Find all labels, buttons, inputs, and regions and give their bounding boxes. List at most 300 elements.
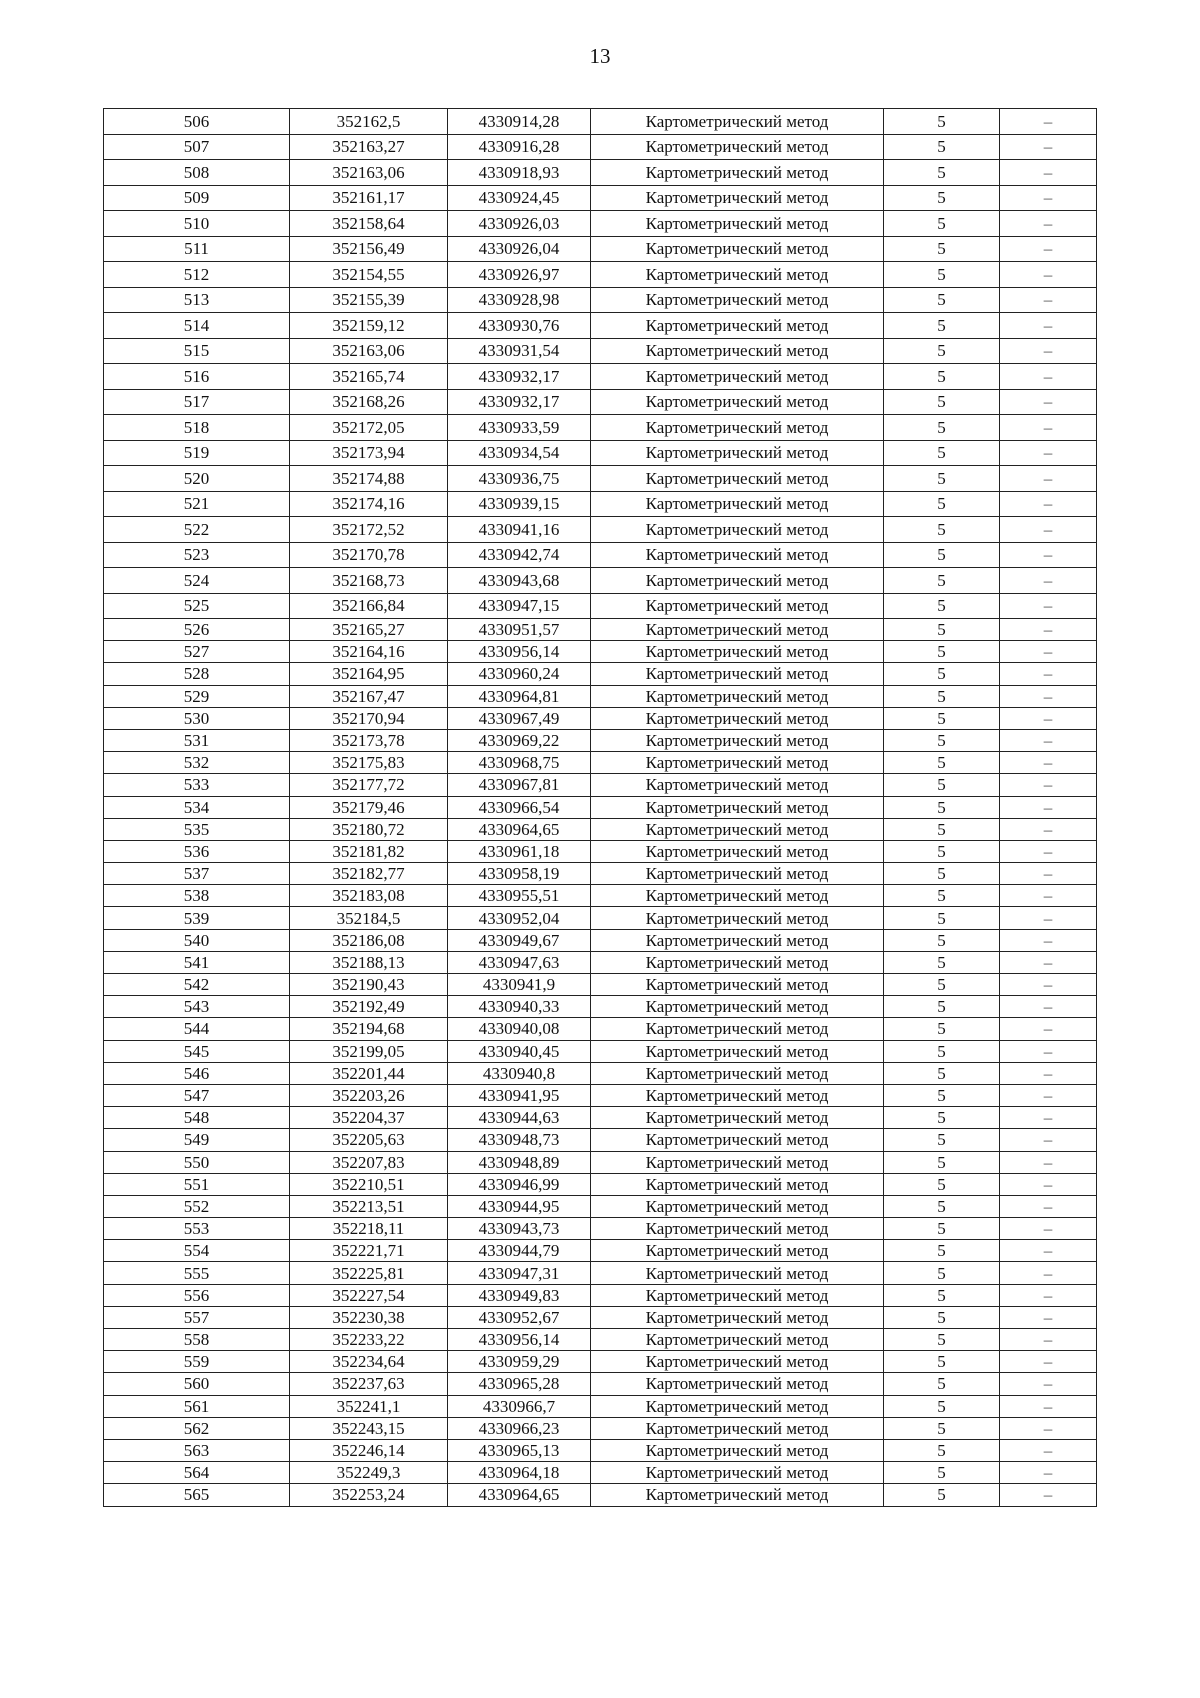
table-row	[104, 593, 1097, 619]
accuracy-cell: 5	[884, 1084, 1000, 1106]
point-number-cell: 517	[104, 389, 290, 415]
accuracy-cell: 5	[884, 593, 1000, 619]
method-cell: Картометрический метод	[591, 1018, 884, 1040]
description-cell: –	[1000, 1439, 1097, 1461]
accuracy-cell: 5	[884, 185, 1000, 211]
method-cell: Картометрический метод	[591, 568, 884, 594]
method-cell: Картометрический метод	[591, 1084, 884, 1106]
x-coordinate-cell: 352205,63	[290, 1129, 448, 1151]
description-cell: –	[1000, 593, 1097, 619]
description-cell: –	[1000, 863, 1097, 885]
y-coordinate-cell: 4330944,95	[448, 1195, 591, 1217]
table-row	[104, 1484, 1097, 1506]
table-row	[104, 1195, 1097, 1217]
x-coordinate-cell: 352234,64	[290, 1351, 448, 1373]
method-cell: Картометрический метод	[591, 1284, 884, 1306]
point-number-cell: 532	[104, 752, 290, 774]
description-cell: –	[1000, 1195, 1097, 1217]
method-cell: Картометрический метод	[591, 1417, 884, 1439]
table-row	[104, 185, 1097, 211]
table-row	[104, 951, 1097, 973]
x-coordinate-cell: 352163,06	[290, 160, 448, 186]
method-cell: Картометрический метод	[591, 364, 884, 390]
table-row	[104, 774, 1097, 796]
y-coordinate-cell: 4330952,67	[448, 1306, 591, 1328]
point-number-cell: 509	[104, 185, 290, 211]
x-coordinate-cell: 352167,47	[290, 685, 448, 707]
y-coordinate-cell: 4330955,51	[448, 885, 591, 907]
table-row	[104, 389, 1097, 415]
description-cell: –	[1000, 729, 1097, 751]
table-row	[104, 863, 1097, 885]
method-cell: Картометрический метод	[591, 1484, 884, 1506]
y-coordinate-cell: 4330949,83	[448, 1284, 591, 1306]
x-coordinate-cell: 352225,81	[290, 1262, 448, 1284]
x-coordinate-cell: 352166,84	[290, 593, 448, 619]
point-number-cell: 551	[104, 1173, 290, 1195]
point-number-cell: 527	[104, 641, 290, 663]
x-coordinate-cell: 352204,37	[290, 1107, 448, 1129]
y-coordinate-cell: 4330964,65	[448, 1484, 591, 1506]
x-coordinate-cell: 352207,83	[290, 1151, 448, 1173]
method-cell: Картометрический метод	[591, 619, 884, 641]
description-cell: –	[1000, 389, 1097, 415]
accuracy-cell: 5	[884, 663, 1000, 685]
x-coordinate-cell: 352154,55	[290, 262, 448, 288]
description-cell: –	[1000, 211, 1097, 237]
method-cell: Картометрический метод	[591, 593, 884, 619]
method-cell: Картометрический метод	[591, 774, 884, 796]
y-coordinate-cell: 4330932,17	[448, 364, 591, 390]
point-number-cell: 557	[104, 1306, 290, 1328]
point-number-cell: 564	[104, 1462, 290, 1484]
method-cell: Картометрический метод	[591, 996, 884, 1018]
accuracy-cell: 5	[884, 1417, 1000, 1439]
x-coordinate-cell: 352168,73	[290, 568, 448, 594]
table-row	[104, 313, 1097, 339]
accuracy-cell: 5	[884, 885, 1000, 907]
x-coordinate-cell: 352183,08	[290, 885, 448, 907]
method-cell: Картометрический метод	[591, 752, 884, 774]
accuracy-cell: 5	[884, 1284, 1000, 1306]
x-coordinate-cell: 352213,51	[290, 1195, 448, 1217]
x-coordinate-cell: 352177,72	[290, 774, 448, 796]
accuracy-cell: 5	[884, 109, 1000, 135]
x-coordinate-cell: 352201,44	[290, 1062, 448, 1084]
point-number-cell: 544	[104, 1018, 290, 1040]
x-coordinate-cell: 352194,68	[290, 1018, 448, 1040]
table-row	[104, 974, 1097, 996]
table-row	[104, 440, 1097, 466]
x-coordinate-cell: 352155,39	[290, 287, 448, 313]
y-coordinate-cell: 4330939,15	[448, 491, 591, 517]
x-coordinate-cell: 352230,38	[290, 1306, 448, 1328]
point-number-cell: 556	[104, 1284, 290, 1306]
description-cell: –	[1000, 160, 1097, 186]
table-row	[104, 1462, 1097, 1484]
accuracy-cell: 5	[884, 1018, 1000, 1040]
y-coordinate-cell: 4330941,95	[448, 1084, 591, 1106]
point-number-cell: 523	[104, 542, 290, 568]
accuracy-cell: 5	[884, 568, 1000, 594]
x-coordinate-cell: 352163,27	[290, 134, 448, 160]
description-cell: –	[1000, 542, 1097, 568]
y-coordinate-cell: 4330964,65	[448, 818, 591, 840]
y-coordinate-cell: 4330948,73	[448, 1129, 591, 1151]
accuracy-cell: 5	[884, 1329, 1000, 1351]
point-number-cell: 547	[104, 1084, 290, 1106]
accuracy-cell: 5	[884, 338, 1000, 364]
y-coordinate-cell: 4330947,15	[448, 593, 591, 619]
method-cell: Картометрический метод	[591, 160, 884, 186]
x-coordinate-cell: 352165,74	[290, 364, 448, 390]
description-cell: –	[1000, 1484, 1097, 1506]
point-number-cell: 562	[104, 1417, 290, 1439]
accuracy-cell: 5	[884, 211, 1000, 237]
description-cell: –	[1000, 1373, 1097, 1395]
point-number-cell: 555	[104, 1262, 290, 1284]
accuracy-cell: 5	[884, 491, 1000, 517]
x-coordinate-cell: 352172,52	[290, 517, 448, 543]
x-coordinate-cell: 352192,49	[290, 996, 448, 1018]
accuracy-cell: 5	[884, 818, 1000, 840]
method-cell: Картометрический метод	[591, 974, 884, 996]
table-row	[104, 996, 1097, 1018]
accuracy-cell: 5	[884, 389, 1000, 415]
y-coordinate-cell: 4330940,33	[448, 996, 591, 1018]
accuracy-cell: 5	[884, 996, 1000, 1018]
table-row	[104, 1084, 1097, 1106]
point-number-cell: 526	[104, 619, 290, 641]
y-coordinate-cell: 4330924,45	[448, 185, 591, 211]
accuracy-cell: 5	[884, 707, 1000, 729]
accuracy-cell: 5	[884, 1218, 1000, 1240]
method-cell: Картометрический метод	[591, 1373, 884, 1395]
description-cell: –	[1000, 774, 1097, 796]
description-cell: –	[1000, 752, 1097, 774]
description-cell: –	[1000, 1129, 1097, 1151]
table-row	[104, 160, 1097, 186]
method-cell: Картометрический метод	[591, 1329, 884, 1351]
method-cell: Картометрический метод	[591, 338, 884, 364]
point-number-cell: 518	[104, 415, 290, 441]
point-number-cell: 565	[104, 1484, 290, 1506]
accuracy-cell: 5	[884, 1373, 1000, 1395]
point-number-cell: 508	[104, 160, 290, 186]
accuracy-cell: 5	[884, 415, 1000, 441]
y-coordinate-cell: 4330931,54	[448, 338, 591, 364]
table-row	[104, 236, 1097, 262]
y-coordinate-cell: 4330947,31	[448, 1262, 591, 1284]
method-cell: Картометрический метод	[591, 491, 884, 517]
point-number-cell: 549	[104, 1129, 290, 1151]
y-coordinate-cell: 4330934,54	[448, 440, 591, 466]
x-coordinate-cell: 352182,77	[290, 863, 448, 885]
method-cell: Картометрический метод	[591, 236, 884, 262]
y-coordinate-cell: 4330940,08	[448, 1018, 591, 1040]
x-coordinate-cell: 352210,51	[290, 1173, 448, 1195]
description-cell: –	[1000, 1284, 1097, 1306]
point-number-cell: 510	[104, 211, 290, 237]
x-coordinate-cell: 352165,27	[290, 619, 448, 641]
method-cell: Картометрический метод	[591, 1306, 884, 1328]
description-cell: –	[1000, 466, 1097, 492]
point-number-cell: 512	[104, 262, 290, 288]
y-coordinate-cell: 4330940,45	[448, 1040, 591, 1062]
point-number-cell: 514	[104, 313, 290, 339]
point-number-cell: 558	[104, 1329, 290, 1351]
description-cell: –	[1000, 287, 1097, 313]
coordinates-table	[103, 108, 1097, 1507]
x-coordinate-cell: 352184,5	[290, 907, 448, 929]
method-cell: Картометрический метод	[591, 1173, 884, 1195]
point-number-cell: 524	[104, 568, 290, 594]
description-cell: –	[1000, 1062, 1097, 1084]
point-number-cell: 511	[104, 236, 290, 262]
description-cell: –	[1000, 1262, 1097, 1284]
accuracy-cell: 5	[884, 685, 1000, 707]
point-number-cell: 513	[104, 287, 290, 313]
description-cell: –	[1000, 185, 1097, 211]
table-row	[104, 211, 1097, 237]
description-cell: –	[1000, 641, 1097, 663]
table-row	[104, 1240, 1097, 1262]
table-row	[104, 415, 1097, 441]
table-row	[104, 752, 1097, 774]
accuracy-cell: 5	[884, 1062, 1000, 1084]
y-coordinate-cell: 4330928,98	[448, 287, 591, 313]
accuracy-cell: 5	[884, 1107, 1000, 1129]
y-coordinate-cell: 4330930,76	[448, 313, 591, 339]
description-cell: –	[1000, 517, 1097, 543]
description-cell: –	[1000, 619, 1097, 641]
table-row	[104, 1062, 1097, 1084]
table-row	[104, 1329, 1097, 1351]
method-cell: Картометрический метод	[591, 729, 884, 751]
table-row	[104, 1306, 1097, 1328]
method-cell: Картометрический метод	[591, 885, 884, 907]
table-body	[104, 109, 1097, 1507]
point-number-cell: 543	[104, 996, 290, 1018]
accuracy-cell: 5	[884, 752, 1000, 774]
accuracy-cell: 5	[884, 796, 1000, 818]
y-coordinate-cell: 4330943,68	[448, 568, 591, 594]
point-number-cell: 529	[104, 685, 290, 707]
table-row	[104, 109, 1097, 135]
x-coordinate-cell: 352159,12	[290, 313, 448, 339]
method-cell: Картометрический метод	[591, 415, 884, 441]
table-row	[104, 619, 1097, 641]
point-number-cell: 534	[104, 796, 290, 818]
table-row	[104, 517, 1097, 543]
description-cell: –	[1000, 951, 1097, 973]
x-coordinate-cell: 352246,14	[290, 1439, 448, 1461]
method-cell: Картометрический метод	[591, 287, 884, 313]
method-cell: Картометрический метод	[591, 907, 884, 929]
accuracy-cell: 5	[884, 364, 1000, 390]
table-row	[104, 491, 1097, 517]
x-coordinate-cell: 352173,78	[290, 729, 448, 751]
description-cell: –	[1000, 568, 1097, 594]
table-row	[104, 134, 1097, 160]
description-cell: –	[1000, 236, 1097, 262]
description-cell: –	[1000, 1084, 1097, 1106]
x-coordinate-cell: 352168,26	[290, 389, 448, 415]
y-coordinate-cell: 4330960,24	[448, 663, 591, 685]
accuracy-cell: 5	[884, 840, 1000, 862]
point-number-cell: 522	[104, 517, 290, 543]
y-coordinate-cell: 4330966,54	[448, 796, 591, 818]
y-coordinate-cell: 4330968,75	[448, 752, 591, 774]
accuracy-cell: 5	[884, 1262, 1000, 1284]
point-number-cell: 546	[104, 1062, 290, 1084]
point-number-cell: 559	[104, 1351, 290, 1373]
x-coordinate-cell: 352190,43	[290, 974, 448, 996]
method-cell: Картометрический метод	[591, 840, 884, 862]
method-cell: Картометрический метод	[591, 1195, 884, 1217]
accuracy-cell: 5	[884, 313, 1000, 339]
method-cell: Картометрический метод	[591, 1395, 884, 1417]
y-coordinate-cell: 4330942,74	[448, 542, 591, 568]
method-cell: Картометрический метод	[591, 685, 884, 707]
method-cell: Картометрический метод	[591, 109, 884, 135]
table-row	[104, 907, 1097, 929]
description-cell: –	[1000, 1173, 1097, 1195]
description-cell: –	[1000, 796, 1097, 818]
point-number-cell: 554	[104, 1240, 290, 1262]
point-number-cell: 553	[104, 1218, 290, 1240]
method-cell: Картометрический метод	[591, 542, 884, 568]
x-coordinate-cell: 352188,13	[290, 951, 448, 973]
description-cell: –	[1000, 491, 1097, 517]
table-row	[104, 707, 1097, 729]
description-cell: –	[1000, 262, 1097, 288]
point-number-cell: 541	[104, 951, 290, 973]
method-cell: Картометрический метод	[591, 1439, 884, 1461]
accuracy-cell: 5	[884, 1351, 1000, 1373]
x-coordinate-cell: 352233,22	[290, 1329, 448, 1351]
y-coordinate-cell: 4330946,99	[448, 1173, 591, 1195]
table-row	[104, 1129, 1097, 1151]
method-cell: Картометрический метод	[591, 1218, 884, 1240]
table-row	[104, 685, 1097, 707]
description-cell: –	[1000, 818, 1097, 840]
method-cell: Картометрический метод	[591, 1240, 884, 1262]
table-row	[104, 1018, 1097, 1040]
description-cell: –	[1000, 440, 1097, 466]
method-cell: Картометрический метод	[591, 185, 884, 211]
table-row	[104, 1218, 1097, 1240]
x-coordinate-cell: 352203,26	[290, 1084, 448, 1106]
point-number-cell: 535	[104, 818, 290, 840]
accuracy-cell: 5	[884, 974, 1000, 996]
y-coordinate-cell: 4330916,28	[448, 134, 591, 160]
accuracy-cell: 5	[884, 1195, 1000, 1217]
y-coordinate-cell: 4330949,67	[448, 929, 591, 951]
accuracy-cell: 5	[884, 287, 1000, 313]
table-row	[104, 1151, 1097, 1173]
point-number-cell: 516	[104, 364, 290, 390]
x-coordinate-cell: 352173,94	[290, 440, 448, 466]
point-number-cell: 539	[104, 907, 290, 929]
method-cell: Картометрический метод	[591, 1062, 884, 1084]
point-number-cell: 560	[104, 1373, 290, 1395]
description-cell: –	[1000, 685, 1097, 707]
point-number-cell: 521	[104, 491, 290, 517]
accuracy-cell: 5	[884, 262, 1000, 288]
accuracy-cell: 5	[884, 1439, 1000, 1461]
point-number-cell: 563	[104, 1439, 290, 1461]
y-coordinate-cell: 4330952,04	[448, 907, 591, 929]
table-row	[104, 466, 1097, 492]
x-coordinate-cell: 352180,72	[290, 818, 448, 840]
x-coordinate-cell: 352237,63	[290, 1373, 448, 1395]
x-coordinate-cell: 352170,94	[290, 707, 448, 729]
y-coordinate-cell: 4330933,59	[448, 415, 591, 441]
y-coordinate-cell: 4330969,22	[448, 729, 591, 751]
accuracy-cell: 5	[884, 907, 1000, 929]
accuracy-cell: 5	[884, 1151, 1000, 1173]
point-number-cell: 530	[104, 707, 290, 729]
accuracy-cell: 5	[884, 1173, 1000, 1195]
method-cell: Картометрический метод	[591, 1040, 884, 1062]
point-number-cell: 528	[104, 663, 290, 685]
point-number-cell: 545	[104, 1040, 290, 1062]
method-cell: Картометрический метод	[591, 1151, 884, 1173]
method-cell: Картометрический метод	[591, 818, 884, 840]
y-coordinate-cell: 4330944,63	[448, 1107, 591, 1129]
x-coordinate-cell: 352174,88	[290, 466, 448, 492]
x-coordinate-cell: 352249,3	[290, 1462, 448, 1484]
accuracy-cell: 5	[884, 160, 1000, 186]
description-cell: –	[1000, 364, 1097, 390]
y-coordinate-cell: 4330951,57	[448, 619, 591, 641]
table-row	[104, 262, 1097, 288]
method-cell: Картометрический метод	[591, 1107, 884, 1129]
x-coordinate-cell: 352186,08	[290, 929, 448, 951]
description-cell: –	[1000, 1040, 1097, 1062]
x-coordinate-cell: 352158,64	[290, 211, 448, 237]
method-cell: Картометрический метод	[591, 663, 884, 685]
description-cell: –	[1000, 1329, 1097, 1351]
method-cell: Картометрический метод	[591, 641, 884, 663]
description-cell: –	[1000, 996, 1097, 1018]
method-cell: Картометрический метод	[591, 707, 884, 729]
table-row	[104, 1284, 1097, 1306]
description-cell: –	[1000, 313, 1097, 339]
description-cell: –	[1000, 663, 1097, 685]
accuracy-cell: 5	[884, 1240, 1000, 1262]
x-coordinate-cell: 352170,78	[290, 542, 448, 568]
description-cell: –	[1000, 840, 1097, 862]
method-cell: Картометрический метод	[591, 389, 884, 415]
description-cell: –	[1000, 907, 1097, 929]
method-cell: Картометрический метод	[591, 211, 884, 237]
page-number: 13	[589, 44, 611, 68]
method-cell: Картометрический метод	[591, 466, 884, 492]
y-coordinate-cell: 4330947,63	[448, 951, 591, 973]
description-cell: –	[1000, 415, 1097, 441]
description-cell: –	[1000, 707, 1097, 729]
x-coordinate-cell: 352156,49	[290, 236, 448, 262]
description-cell: –	[1000, 109, 1097, 135]
point-number-cell: 542	[104, 974, 290, 996]
accuracy-cell: 5	[884, 774, 1000, 796]
y-coordinate-cell: 4330941,16	[448, 517, 591, 543]
point-number-cell: 519	[104, 440, 290, 466]
table-row	[104, 1417, 1097, 1439]
accuracy-cell: 5	[884, 1395, 1000, 1417]
